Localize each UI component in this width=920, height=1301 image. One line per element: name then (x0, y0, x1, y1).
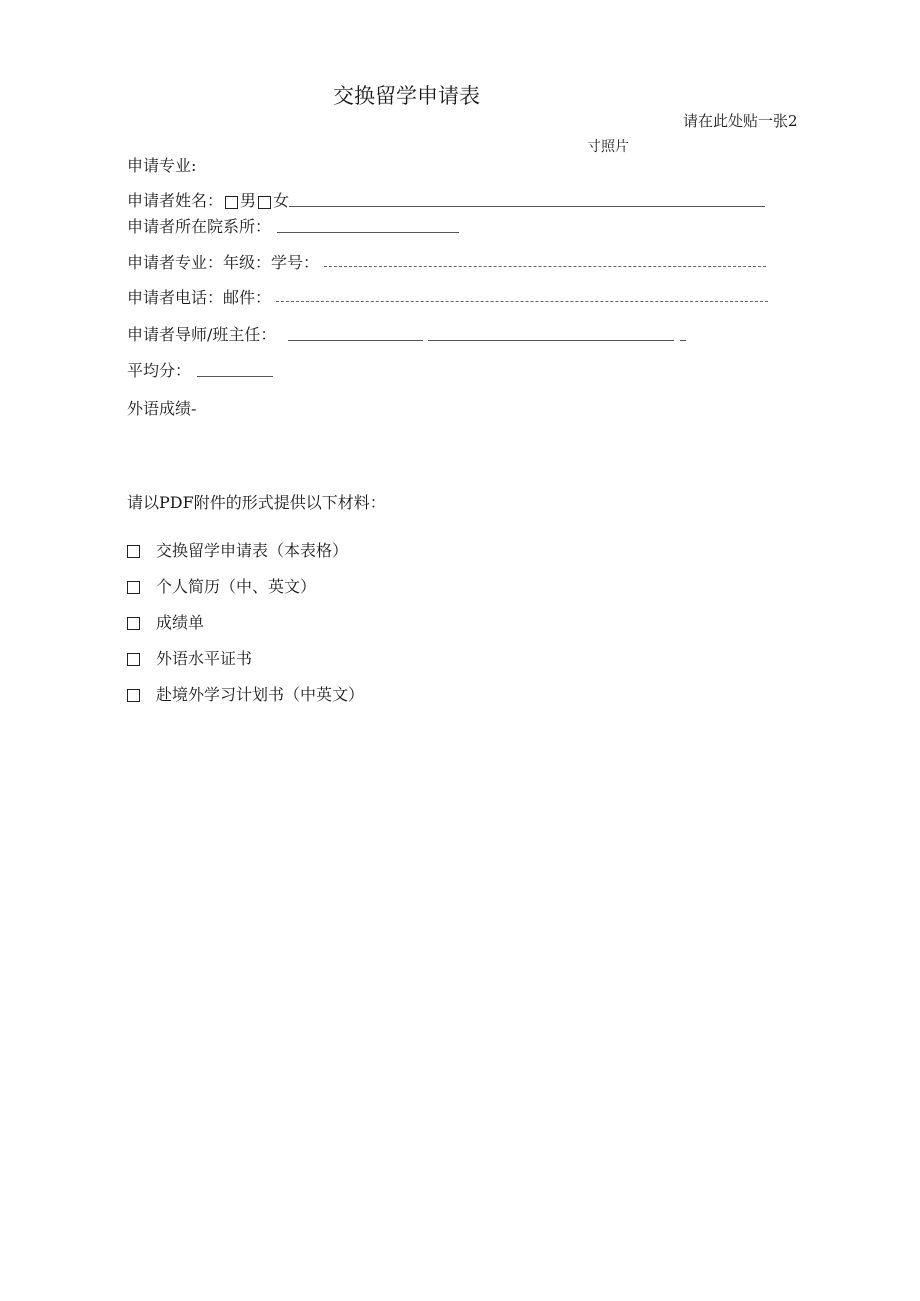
major-grade-id-label: 申请者专业：年级：学号： (127, 253, 320, 272)
material-label: 个人简历（中、英文） (156, 577, 317, 596)
male-checkbox[interactable] (225, 196, 238, 209)
material-checkbox[interactable] (127, 617, 140, 630)
name-label: 申请者姓名： (127, 191, 224, 210)
phone-email-row (127, 285, 768, 308)
advisor-field[interactable] (288, 339, 423, 341)
male-label: 男 (240, 191, 257, 210)
gpa-field[interactable] (197, 375, 273, 377)
advisor-field-3[interactable] (680, 339, 686, 341)
material-label: 外语水平证书 (156, 649, 253, 668)
department-row (127, 214, 459, 237)
advisor-row (127, 322, 686, 345)
major-label: 申请专业: (127, 156, 197, 175)
gpa-row (127, 358, 273, 381)
female-checkbox[interactable] (258, 196, 271, 209)
photo-instruction-line2: 寸照片 (587, 139, 629, 155)
page-title: 交换留学申请表 (333, 84, 480, 108)
name-field[interactable] (289, 205, 765, 207)
phone-email-field[interactable] (276, 300, 768, 302)
material-label: 赴境外学习计划书（中英文） (156, 685, 365, 704)
female-label: 女 (273, 191, 290, 210)
language-score-label: 外语成绩- (127, 399, 197, 418)
material-item (127, 610, 204, 633)
department-label: 申请者所在院系所： (127, 217, 272, 236)
material-item (127, 538, 348, 561)
phone-email-label: 申请者电话：邮件： (127, 288, 272, 307)
major-row (127, 153, 196, 176)
materials-heading: 请以PDF附件的形式提供以下材料： (127, 493, 386, 512)
materials-heading-row (127, 490, 386, 513)
gpa-label: 平均分： (127, 361, 192, 380)
material-item (127, 646, 252, 669)
material-checkbox[interactable] (127, 689, 140, 702)
language-score-row (127, 396, 196, 419)
major-grade-id-row (127, 250, 766, 273)
department-field[interactable] (277, 231, 459, 233)
material-label: 成绩单 (156, 613, 205, 632)
name-row (127, 188, 765, 211)
material-checkbox[interactable] (127, 581, 140, 594)
major-grade-id-field[interactable] (324, 265, 766, 267)
photo-instruction-line1: 请在此处贴一张2 (683, 112, 798, 130)
material-item (127, 682, 364, 705)
material-item (127, 574, 316, 597)
advisor-label: 申请者导师/班主任： (127, 325, 277, 344)
advisor-field-2[interactable] (428, 339, 674, 341)
material-label: 交换留学申请表（本表格） (156, 541, 349, 560)
material-checkbox[interactable] (127, 545, 140, 558)
material-checkbox[interactable] (127, 653, 140, 666)
